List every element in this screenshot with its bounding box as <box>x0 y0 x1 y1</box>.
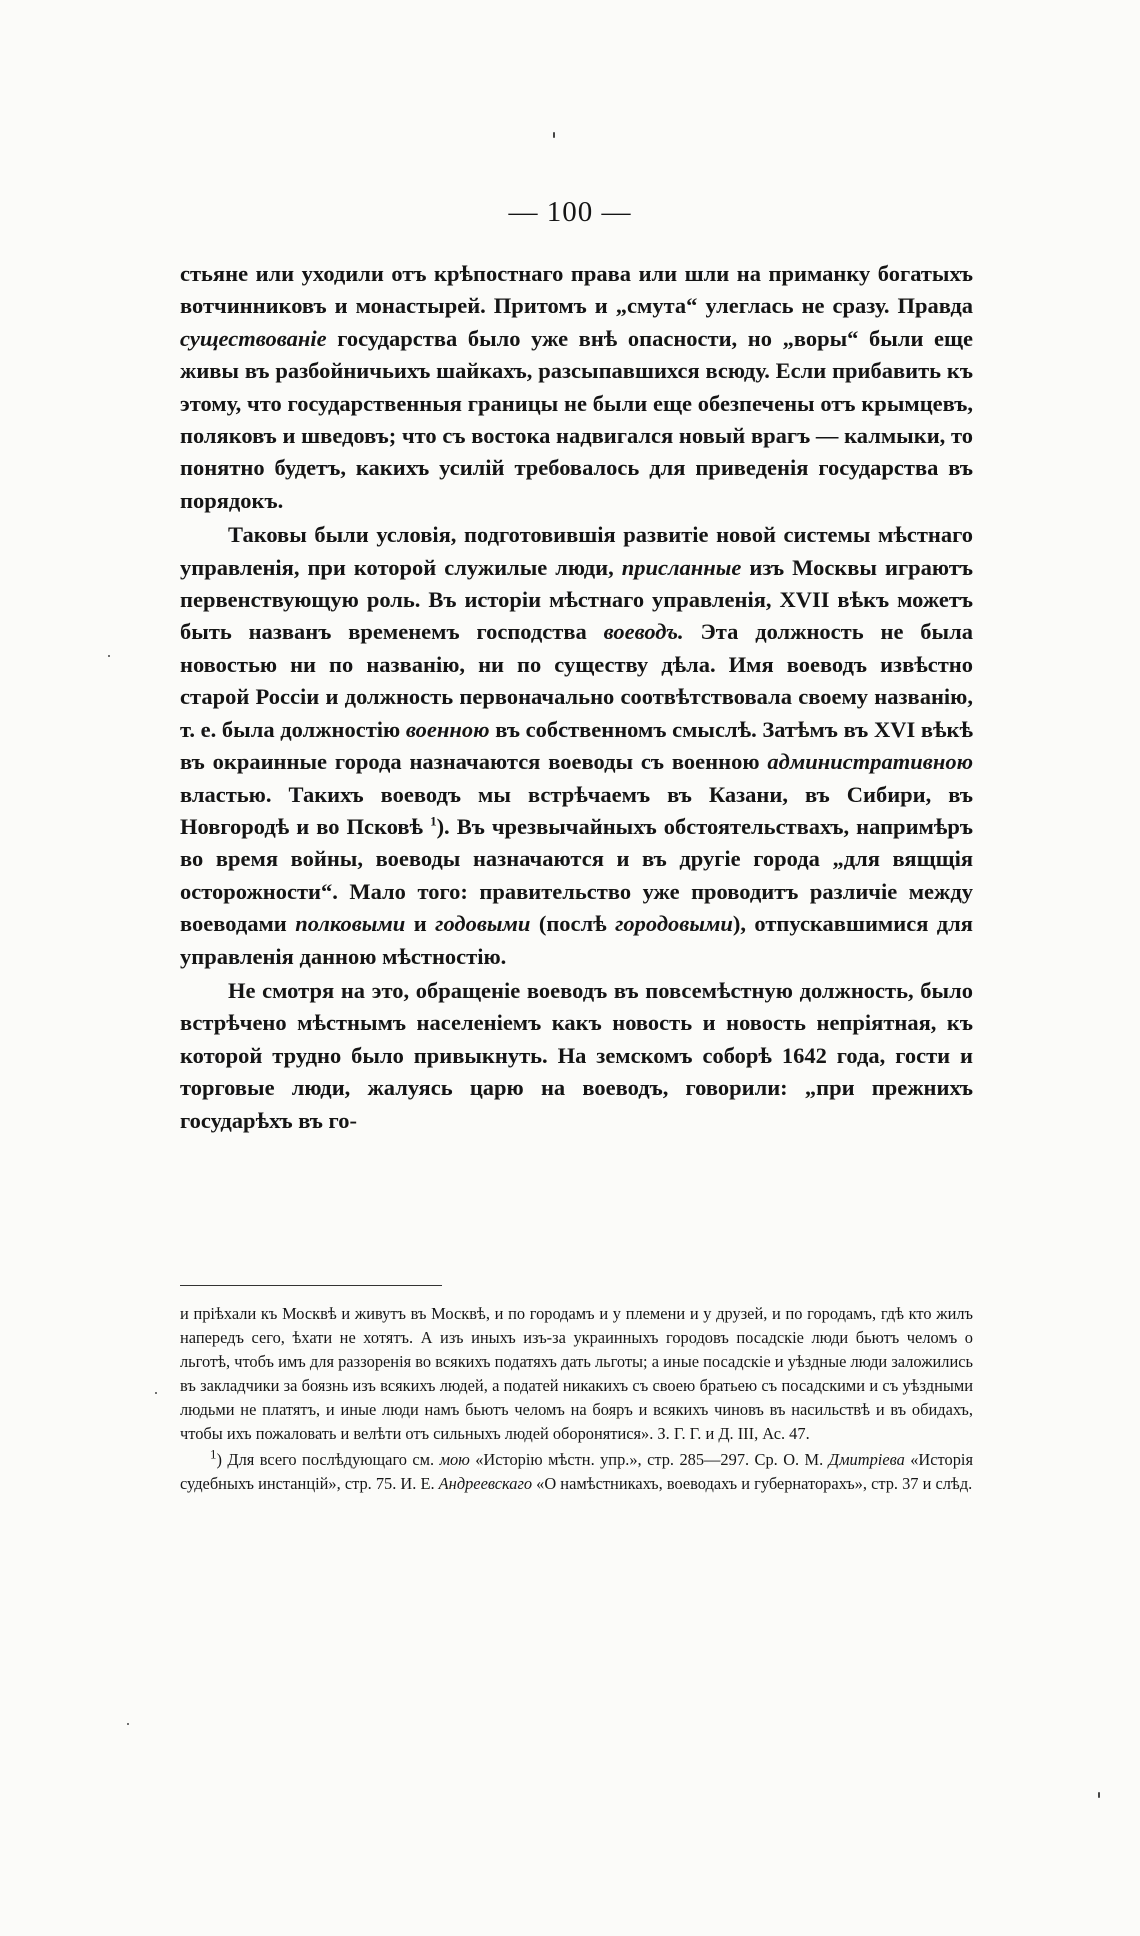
text-run: государства было уже внѣ опасности, но „воры“ были еще живы въ разбойничьихъ шайкахъ, разсыпавшихся всюду. Если прибавить къ этому, что государственныя границы не были еще обезпечены отъ крымцевъ, поляковъ и шведовъ; что съ востока надвигался новый врагъ — калмыки, то понятно будетъ, какихъ усилій требовалось для приведенія государства въ порядокъ. <box>180 325 973 513</box>
emphasis: присланные <box>621 554 742 580</box>
emphasis: существованіе <box>180 325 327 351</box>
text-run: «Исторія судебныхъ инстанцій», стр. 75. И. Е. <box>180 1450 973 1493</box>
emphasis: полковыми <box>295 911 406 937</box>
text-run: «Исторію мѣстн. упр.», стр. 285—297. Ср. О. М. <box>469 1450 829 1469</box>
emphasis: военною <box>405 716 490 742</box>
text-run: ). Въ чрезвычайныхъ обстоятельствахъ, напримѣръ во время войны, воеводы назначаются и въ другіе города „для вящщія осторожности“. Мало того: правительство уже проводитъ различіе между воеводами <box>180 813 973 937</box>
scan-speck <box>127 1723 129 1725</box>
emphasis: годовыми <box>435 911 531 937</box>
footnote-1 <box>180 1448 973 1496</box>
emphasis: городовыми <box>615 911 733 937</box>
text-run: ), отпускавшимися для управленія данною мѣстностію. <box>180 911 973 969</box>
text-run: властью. Такихъ воеводъ мы встрѣчаемъ въ Казани, въ Сибири, въ Новгородѣ и во Псковѣ <box>180 781 973 839</box>
text-run: Таковы были условія, подготовившія развитіе новой системы мѣстнаго управленія, при которой служилые люди, <box>180 522 973 580</box>
scan-speck <box>155 1392 157 1394</box>
emphasis: административною <box>767 749 973 775</box>
footnote-ref[interactable]: 1 <box>430 813 437 829</box>
footnote-divider <box>180 1285 442 1286</box>
footnote-mark: 1 <box>210 1446 217 1462</box>
main-text <box>180 258 973 1137</box>
emphasis: Дмитріева <box>828 1450 905 1469</box>
text-run: и <box>405 911 436 937</box>
text-run: изъ Москвы играютъ первенствующую роль. Въ исторіи мѣстнаго управленія, XVII вѣкъ можетъ быть названъ временемъ господства <box>180 554 973 645</box>
page-number: — 100 — <box>508 196 632 228</box>
text-run: «О намѣстникахъ, воеводахъ и губернаторахъ», стр. 37 и слѣд. <box>532 1474 973 1493</box>
paragraph-3: Не смотря на это, обращеніе воеводъ въ повсемѣстную должность, было встрѣчено мѣстнымъ населеніемъ какъ новость и новость непріятная, къ которой трудно было привыкнуть. На земскомъ соборѣ 1642 года, гости и торговые люди, жалуясь царю на воеводъ, говорили: „при прежнихъ государѣхъ въ го- <box>180 977 973 1133</box>
text-run: въ собственномъ смыслѣ. Затѣмъ въ XVI вѣкѣ въ окраинные города назначаются воеводы съ военною <box>180 716 973 775</box>
paragraph-2 <box>180 519 973 973</box>
text-run: стьяне или уходили отъ крѣпостнаго права или шли на приманку богатыхъ вотчинниковъ и монастырей. Притомъ и „смута“ улеглась не сразу. Правда <box>180 261 973 319</box>
text-run: (послѣ <box>530 911 616 937</box>
scan-speck <box>108 655 110 657</box>
scan-speck <box>1098 1792 1100 1798</box>
paragraph-1 <box>180 258 973 517</box>
emphasis: воеводъ. <box>603 619 684 645</box>
text-run: ) Для всего послѣдующаго см. <box>216 1450 440 1469</box>
footnote-continued: и пріѣхали къ Москвѣ и живутъ въ Москвѣ, и по городамъ и у племени и у друзей, и по городамъ, гдѣ кто жилъ напередъ сего, ѣхати не хотятъ. А изъ иныхъ изъ-за украинныхъ городовъ посадскіе люди бьютъ челомъ о льготѣ, чтобъ имъ для раззоренія во всякихъ податяхъ дать льготы; а иные посадскіе и уѣздные люди заложились въ закладчики за боязнь изъ всякихъ людей, а податей никакихъ съ своею братьею съ посадскими и съ уѣздными людьми не платятъ, и иные люди намъ бьютъ челомъ на бояръ и всякихъ чиновъ въ насильствѣ и въ обидахъ, чтобы ихъ пожаловать и велѣти отъ сильныхъ людей оборонятися». З. Г. Г. и Д. III, Ас. 47. <box>180 1304 973 1443</box>
emphasis: мою <box>439 1450 470 1469</box>
emphasis: Андреевскаго <box>438 1474 533 1493</box>
text-run: Эта должность не была новостью ни по названію, ни по существу дѣла. Имя воеводъ извѣстно старой Россіи и должность первоначально соотвѣтствовала своему названію, т. е. была должностію <box>180 619 973 742</box>
footnotes <box>180 1302 973 1496</box>
scan-speck <box>553 132 555 138</box>
